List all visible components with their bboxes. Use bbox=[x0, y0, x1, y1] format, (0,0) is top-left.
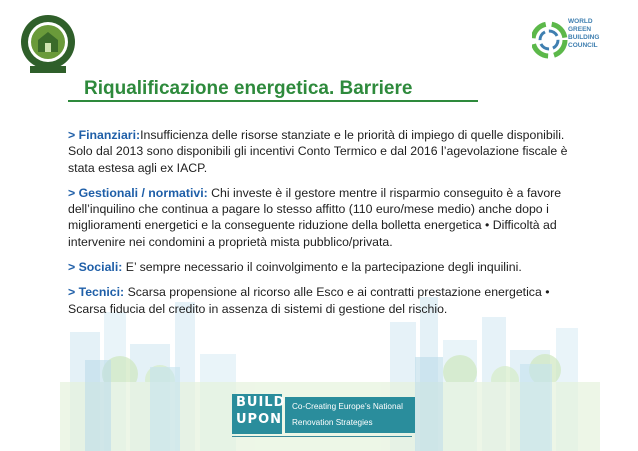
barrier-social bbox=[68, 259, 578, 275]
barrier-text: Chi investe è il gestore mentre il risparmio conseguito è a favore dell’inquilino che continua a pagare lo stesso affitto (110 euro/mese medio) anche dopo i miglioramenti energetici e la conseguente riduzione della bolletta energetica • Difficoltà ad intervenire nei condomini a proprietà mista pubblico/privata. bbox=[68, 185, 562, 249]
slide-title: Riqualificazione energetica. Barriere bbox=[84, 78, 413, 99]
world-gbc-wordmark bbox=[568, 18, 628, 50]
wgbc-line-4: COUNCIL bbox=[568, 42, 598, 49]
barrier-lead: > Sociali: bbox=[68, 260, 123, 275]
barriers-list bbox=[68, 127, 578, 326]
footer-divider bbox=[232, 436, 412, 437]
barrier-text: Scarsa propensione al ricorso alle Esco e ai contratti prestazione energetica • Scarsa fiducia del credito in assenza di sistemi di gestione del rischio. bbox=[68, 285, 550, 316]
build-word-top: BUILD bbox=[236, 395, 286, 410]
barrier-text: E’ sempre necessario il coinvolgimento e la partecipazione degli inquilini. bbox=[125, 260, 522, 275]
build-upon-wordmark bbox=[236, 394, 285, 428]
wgbc-line-3: BUILDING bbox=[568, 34, 600, 41]
barrier-management bbox=[68, 185, 578, 250]
tagline-line-1: Co-Creating Europe’s National bbox=[292, 402, 403, 411]
barrier-text: Insufficienza delle risorse stanziate e le priorità di impiego di quelle disponibili. Solo dal 2013 sono disponibili gli incentivi Conto Termico e dal 2016 l’agevolazione fiscale è stata estesa agli ex IACP. bbox=[68, 128, 568, 175]
barrier-lead: > Gestionali / normativi: bbox=[68, 185, 208, 200]
barrier-financial bbox=[68, 127, 578, 176]
barrier-technical bbox=[68, 284, 578, 317]
barrier-lead: > Tecnici: bbox=[68, 285, 125, 300]
tagline-line-2: Renovation Strategies bbox=[292, 418, 373, 427]
title-underline bbox=[68, 100, 478, 102]
build-word-bottom: UPON bbox=[236, 412, 283, 427]
gbc-italia-logo bbox=[16, 12, 80, 76]
barrier-lead: > Finanziari: bbox=[68, 128, 141, 142]
wgbc-line-1: WORLD bbox=[568, 18, 593, 25]
wgbc-line-2: GREEN bbox=[568, 26, 592, 33]
